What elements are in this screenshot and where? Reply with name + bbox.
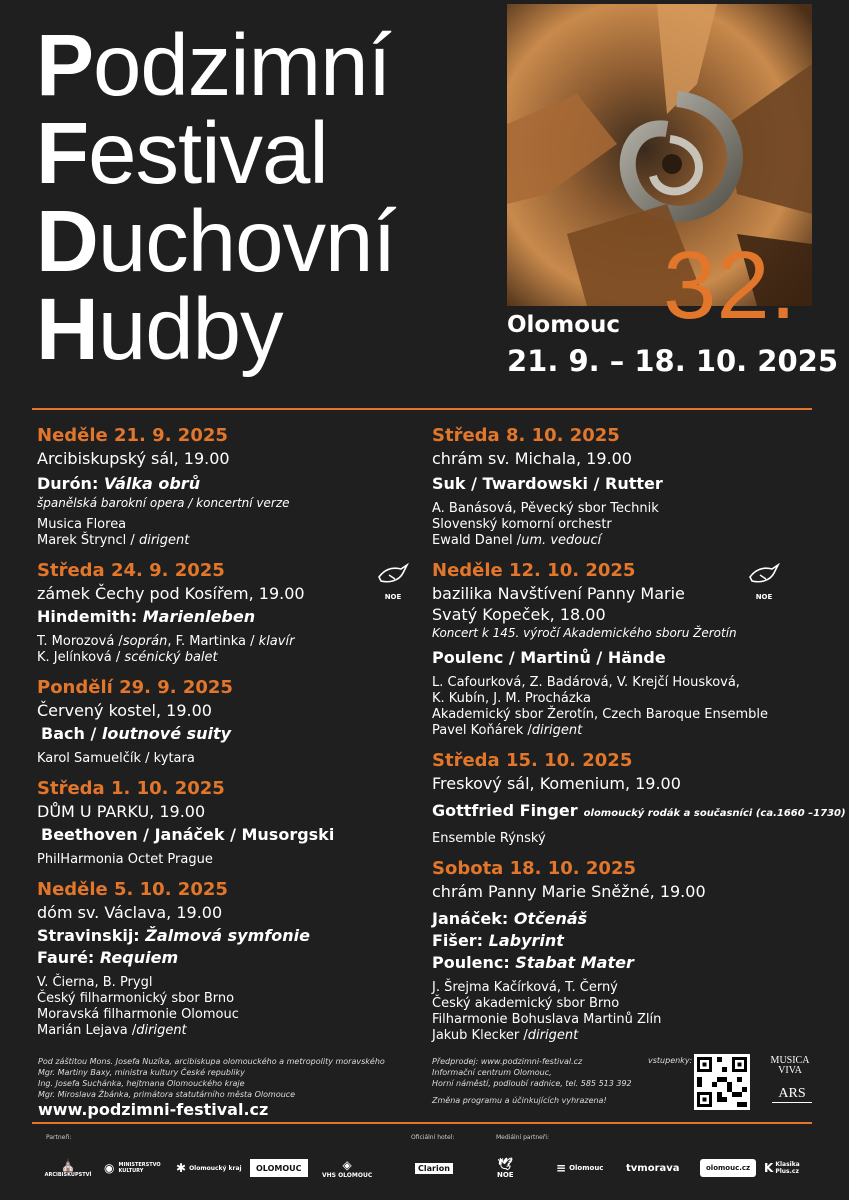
dove-icon: 🕊 bbox=[497, 1157, 513, 1171]
event-performer: L. Cafourková, Z. Badárová, V. Krejčí Housková, bbox=[432, 675, 740, 690]
logo-olomouc-2: ≡ Olomouc bbox=[556, 1161, 604, 1175]
event-program: Durón: Válka obrů bbox=[37, 474, 201, 493]
logo-olomouc-cz: olomouc.cz bbox=[700, 1159, 756, 1177]
event-performer: PhilHarmonia Octet Prague bbox=[37, 852, 213, 867]
events-left-column bbox=[37, 424, 437, 1049]
event-note: Koncert k 145. výročí Akademického sboru Žerotín bbox=[432, 626, 737, 640]
event-program: Beethoven / Janáček / Musorgski bbox=[41, 825, 335, 844]
event-venue: Svatý Kopeček, 18.00 bbox=[432, 605, 606, 624]
event-item bbox=[37, 559, 437, 666]
event-venue: Červený kostel, 19.00 bbox=[37, 701, 212, 720]
event-performer: Český filharmonický sbor Brno bbox=[37, 991, 235, 1006]
title-line: Duchovní bbox=[36, 193, 396, 290]
event-date: Neděle 5. 10. 2025 bbox=[37, 879, 228, 900]
event-program: Poulenc: Stabat Mater bbox=[432, 953, 634, 972]
event-item bbox=[37, 777, 437, 868]
logo-tvmorava: tvmorava bbox=[626, 1162, 680, 1174]
dove-icon bbox=[375, 563, 411, 597]
patronage-text: Pod záštitou Mons. Josefa Nuzíka, arcibiskupa olomouckého a metropolity moravského Mgr. Martiny Baxy, ministra kultury České republiky Ing. Josefa Suchánka, hejtmana Olomouckého kraje Mgr. Miroslava Žbánka, primátora statutárního města Olomouce bbox=[38, 1057, 385, 1099]
event-performer: Slovenský komorní orchestr bbox=[432, 517, 612, 532]
event-date: Středa 15. 10. 2025 bbox=[432, 750, 633, 771]
event-venue: chrám Panny Marie Sněžné, 19.00 bbox=[432, 882, 706, 901]
event-date: Středa 24. 9. 2025 bbox=[37, 560, 225, 581]
logo-vhs: ◈ VHS OLOMOUC bbox=[322, 1157, 373, 1179]
ars-logo: ARS bbox=[772, 1086, 812, 1103]
media-partners-label: Mediální partneři: bbox=[496, 1134, 550, 1141]
event-performer: Jakub Klecker /dirigent bbox=[432, 1028, 579, 1043]
qr-code-icon bbox=[697, 1057, 747, 1107]
event-performer: Český akademický sbor Brno bbox=[432, 996, 620, 1011]
event-date: Neděle 21. 9. 2025 bbox=[37, 425, 228, 446]
event-performer: V. Čierna, B. Prygl bbox=[37, 975, 153, 990]
event-program: Stravinskij: Žalmová symfonie bbox=[37, 926, 310, 945]
event-venue: dóm sv. Václava, 19.00 bbox=[37, 903, 223, 922]
event-item bbox=[37, 424, 437, 549]
event-date: Sobota 18. 10. 2025 bbox=[432, 858, 637, 879]
event-program: Janáček: Otčenáš bbox=[432, 909, 588, 928]
event-program: Bach / loutnové suity bbox=[41, 724, 232, 743]
event-item bbox=[37, 878, 437, 1039]
event-program: Hindemith: Marienleben bbox=[37, 607, 256, 626]
event-performer: K. Kubín, J. M. Procházka bbox=[432, 691, 591, 706]
event-item bbox=[37, 676, 437, 767]
event-venue: DŮM U PARKU, 19.00 bbox=[37, 802, 206, 821]
noe-logo: NOE bbox=[746, 563, 782, 597]
event-performer: Ensemble Rýnský bbox=[432, 831, 546, 846]
event-performer: Ewald Danel /um. vedoucí bbox=[432, 533, 602, 548]
event-program: Fauré: Requiem bbox=[37, 948, 179, 967]
bottom-divider bbox=[32, 1122, 812, 1124]
event-performer: Filharmonie Bohuslava Martinů Zlín bbox=[432, 1012, 662, 1027]
event-venue: chrám sv. Michala, 19.00 bbox=[432, 449, 632, 468]
event-performer: Moravská filharmonie Olomouc bbox=[37, 1007, 239, 1022]
festival-dates: 21. 9. – 18. 10. 2025 bbox=[507, 344, 839, 378]
logo-olomouc-city: OLOMOUC bbox=[250, 1159, 308, 1177]
logo-arcibiskupstvi: ⛪ ARCIBISKUPSTVÍ bbox=[44, 1158, 92, 1178]
event-item bbox=[432, 857, 822, 1044]
region-icon: ✱ bbox=[176, 1161, 187, 1175]
presale-info: Předprodej: www.podzimni-festival.cz Informační centrum Olomouc, Horní náměstí, podloubí radnice, tel. 585 513 392 bbox=[432, 1057, 632, 1088]
event-date: Neděle 12. 10. 2025 bbox=[432, 560, 636, 581]
event-performer: Marek Štryncl / dirigent bbox=[37, 533, 190, 548]
event-program: Gottfried Finger olomoucký rodák a současníci (ca.1660 –1730) bbox=[432, 801, 846, 820]
title-line: Festival bbox=[36, 105, 328, 202]
qr-code[interactable] bbox=[694, 1054, 750, 1110]
event-performer: Pavel Koňárek /dirigent bbox=[432, 723, 583, 738]
event-performer: Marián Lejava /dirigent bbox=[37, 1023, 187, 1038]
website-link[interactable]: www.podzimni-festival.cz bbox=[38, 1100, 269, 1119]
musica-viva-logo: MUSICA VIVA bbox=[770, 1055, 810, 1076]
edition-number: 32. bbox=[663, 232, 797, 339]
noe-logo: NOE bbox=[375, 563, 411, 597]
logo-olomoucky-kraj: ✱ Olomoucký kraj bbox=[176, 1161, 242, 1175]
hotel-label: Oficiální hotel: bbox=[411, 1134, 455, 1141]
events-right-column bbox=[432, 424, 846, 1054]
event-note: španělská barokní opera / koncertní verze bbox=[37, 496, 290, 510]
k-icon: K bbox=[764, 1161, 774, 1175]
event-performer: Musica Florea bbox=[37, 517, 127, 532]
dove-icon bbox=[746, 563, 782, 597]
event-item bbox=[432, 749, 846, 847]
event-venue: zámek Čechy pod Kosířem, 19.00 bbox=[37, 584, 305, 603]
event-performer: Akademický sbor Žerotín, Czech Baroque Ensemble bbox=[432, 707, 768, 722]
event-date: Středa 8. 10. 2025 bbox=[432, 425, 620, 446]
event-program: Suk / Twardowski / Rutter bbox=[432, 474, 663, 493]
event-performer: Karol Samuelčík / kytara bbox=[37, 751, 195, 766]
event-date: Středa 1. 10. 2025 bbox=[37, 778, 225, 799]
event-performer: J. Šrejma Kačírková, T. Černý bbox=[432, 980, 618, 995]
event-performer: T. Morozová /soprán, F. Martinka / klavír bbox=[37, 634, 295, 649]
event-venue: Freskový sál, Komenium, 19.00 bbox=[432, 774, 681, 793]
top-divider bbox=[32, 408, 812, 410]
event-date: Pondělí 29. 9. 2025 bbox=[37, 677, 233, 698]
logo-noe: 🕊 NOE bbox=[497, 1157, 514, 1179]
festival-title bbox=[36, 17, 396, 378]
partners-label: Partneři: bbox=[46, 1134, 72, 1141]
bars-icon: ≡ bbox=[556, 1161, 567, 1175]
event-item bbox=[432, 424, 822, 549]
event-performer: K. Jelínková / scénický balet bbox=[37, 650, 218, 665]
drop-icon: ◈ bbox=[342, 1157, 352, 1172]
title-line: Hudby bbox=[36, 281, 283, 378]
event-program: Poulenc / Martinů / Hände bbox=[432, 648, 666, 667]
event-program: Fišer: Labyrint bbox=[432, 931, 564, 950]
title-line: Podzimní bbox=[36, 17, 391, 114]
logo-ministerstvo: ◉ MINISTERSTVO KULTURY bbox=[104, 1161, 161, 1175]
event-item bbox=[432, 559, 822, 739]
logo-clarion: Clarion bbox=[414, 1152, 454, 1184]
change-notice: Změna programu a účinkujících vyhrazena! bbox=[432, 1096, 607, 1105]
event-venue: bazilika Navštívení Panny Marie bbox=[432, 584, 685, 603]
logo-klasika-plus: K Klasika Plus.cz bbox=[764, 1161, 800, 1175]
festival-city: Olomouc bbox=[507, 312, 621, 338]
ministry-icon: ◉ bbox=[104, 1161, 115, 1175]
crest-icon: ⛪ bbox=[60, 1158, 76, 1172]
event-venue: Arcibiskupský sál, 19.00 bbox=[37, 449, 230, 468]
tickets-label: vstupenky: bbox=[648, 1056, 693, 1065]
event-performer: A. Banásová, Pěvecký sbor Technik bbox=[432, 501, 659, 516]
